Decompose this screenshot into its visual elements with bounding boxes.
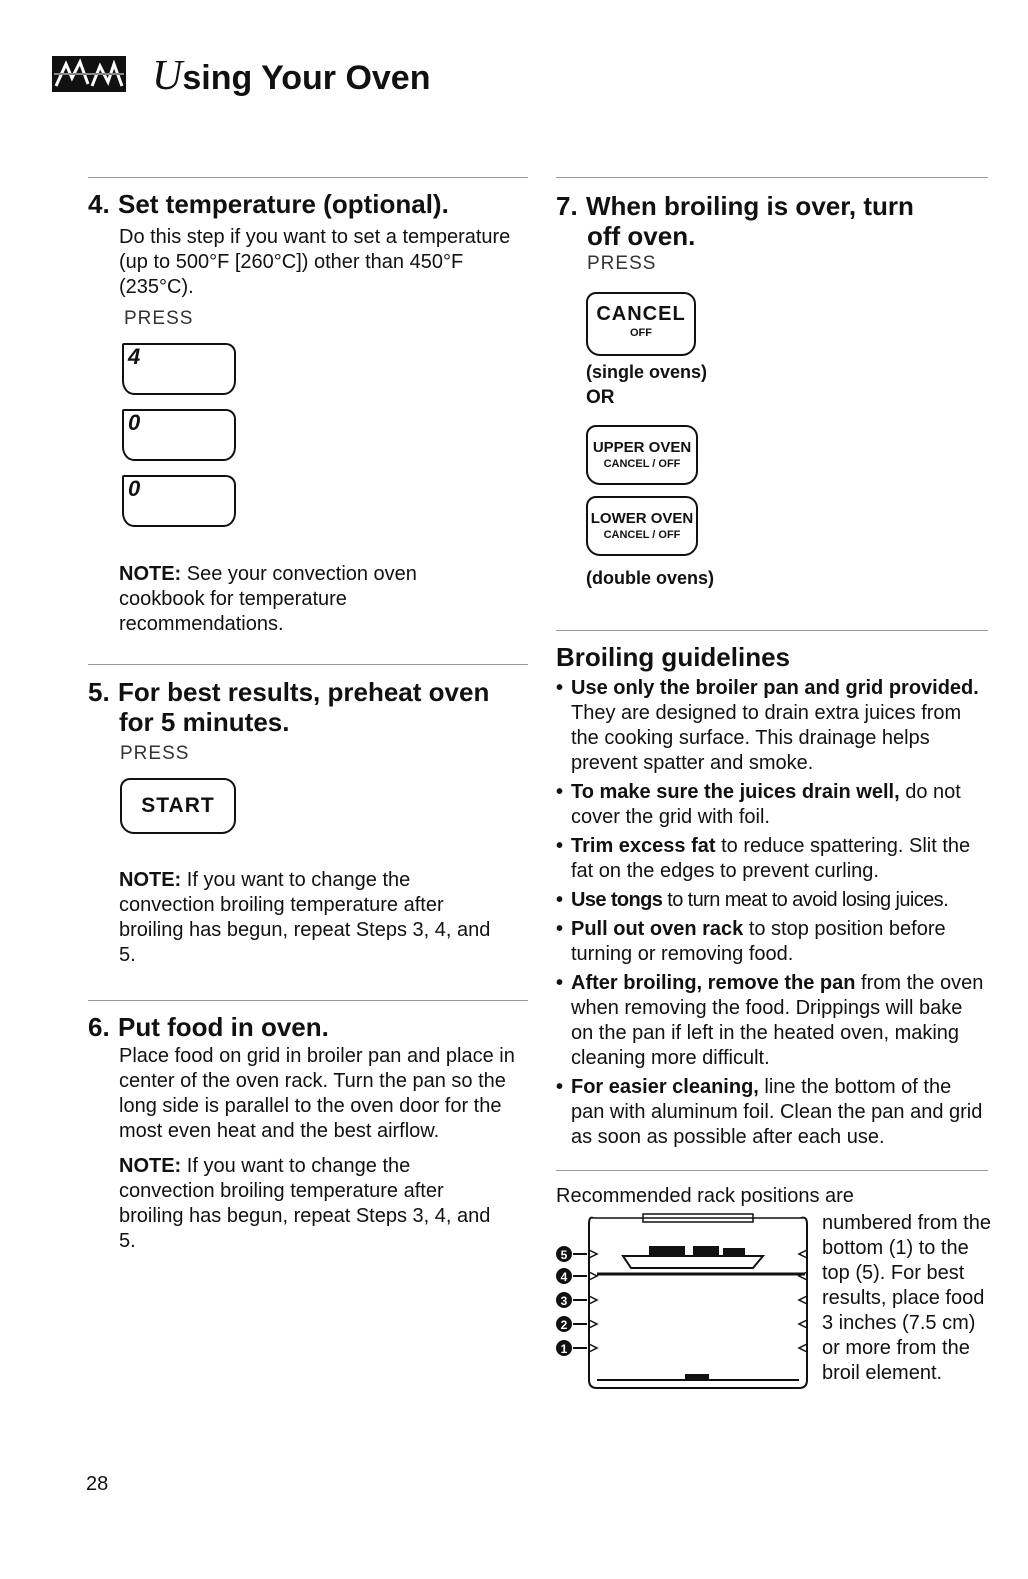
svg-text:3: 3 [560,1294,568,1308]
list-item: • After broiling, remove the pan from the oven when removing the food. Drippings will bake on the pan if left in the heated oven, making cleaning more difficult. [556,971,990,1071]
step-4-body: Do this step if you want to set a temperature (up to 500°F [260°C]) other than 450°F (235°C). [119,226,511,298]
step-6 [88,1012,528,1254]
guidelines-heading: Broiling guidelines [556,642,791,672]
divider [88,664,528,665]
rack-intro: Recommended rack positions are [556,1185,854,1207]
press-label: PRESS [124,308,194,329]
step-5 [88,677,528,765]
step-6-note: NOTE: If you want to change the convection broiling temperature after broiling has begun, repeat Steps 3, 4, and 5. [119,1155,491,1252]
rack-position-2 [556,1316,572,1332]
page-title-text: sing Your Oven [182,59,431,97]
list-item: • Trim excess fat to reduce spattering. Slit the fat on the edges to prevent curling. [556,834,990,884]
key-0-button[interactable]: 0 [122,475,236,527]
step-7 [556,191,988,275]
press-label: PRESS [587,253,657,274]
rack-position-4 [556,1268,572,1284]
step-7-heading: 7. When broiling is over, turn off oven. [556,191,914,251]
cancel-off-button[interactable]: CANCEL OFF [586,292,696,356]
rack-position-3 [556,1292,572,1308]
list-item: • To make sure the juices drain well, do not cover the grid with foil. [556,780,990,830]
guidelines-list [556,676,990,1150]
broiling-guidelines [556,642,990,1154]
or-label: OR [586,387,615,408]
divider [88,1000,528,1001]
page-number: 28 [86,1473,109,1495]
step-5-heading: 5. For best results, preheat oven for 5 minutes. [88,677,490,737]
page-title-initial: U [152,53,183,99]
upper-oven-cancel-button[interactable]: UPPER OVEN CANCEL / OFF [586,425,698,485]
step-6-heading: 6. Put food in oven. [88,1012,329,1042]
double-ovens-caption: (double ovens) [586,568,715,588]
rack-position-5 [556,1246,572,1262]
divider [556,630,988,631]
key-0-button[interactable]: 0 [122,409,236,461]
rack-text: numbered from the bottom (1) to the top (5). For best results, place food 3 inches (7.5 cm) or more from the broil element. [822,1212,991,1384]
page-title [152,52,430,100]
divider [88,177,528,178]
rack-position-1 [556,1340,572,1356]
header-logo-icon [52,56,126,92]
divider [556,1170,988,1171]
step-4-heading: 4. Set temperature (optional). [88,189,449,219]
list-item: • Use only the broiler pan and grid provided. They are designed to drain extra juices from the cooking surface. This drainage helps prevent spatter and smoke. [556,676,990,776]
start-button[interactable]: START [120,778,236,834]
svg-text:2: 2 [560,1318,568,1332]
list-item: • Use tongs to turn meat to avoid losing juices. [556,888,990,913]
step-6-body: Place food on grid in broiler pan and place in center of the oven rack. Turn the pan so the long side is parallel to the oven door for the most even heat and the best airflow. [119,1045,515,1142]
single-ovens-caption: (single ovens) [586,362,708,382]
key-4-button[interactable]: 4 [122,343,236,395]
oven-rack-diagram [553,1210,813,1395]
step-4 [88,189,528,330]
press-label: PRESS [120,743,190,764]
divider [556,177,988,178]
svg-text:1: 1 [560,1342,568,1356]
svg-text:4: 4 [560,1270,568,1284]
svg-text:5: 5 [560,1248,568,1262]
step-5-note: NOTE: If you want to change the convection broiling temperature after broiling has begun, repeat Steps 3, 4, and 5. [119,869,491,966]
list-item: • Pull out oven rack to stop position before turning or removing food. [556,917,990,967]
lower-oven-cancel-button[interactable]: LOWER OVEN CANCEL / OFF [586,496,698,556]
step-4-note: NOTE: See your convection oven cookbook for temperature recommendations. [119,563,417,635]
list-item: • For easier cleaning, line the bottom of the pan with aluminum foil. Clean the pan and grid as soon as possible after each use. [556,1075,990,1150]
